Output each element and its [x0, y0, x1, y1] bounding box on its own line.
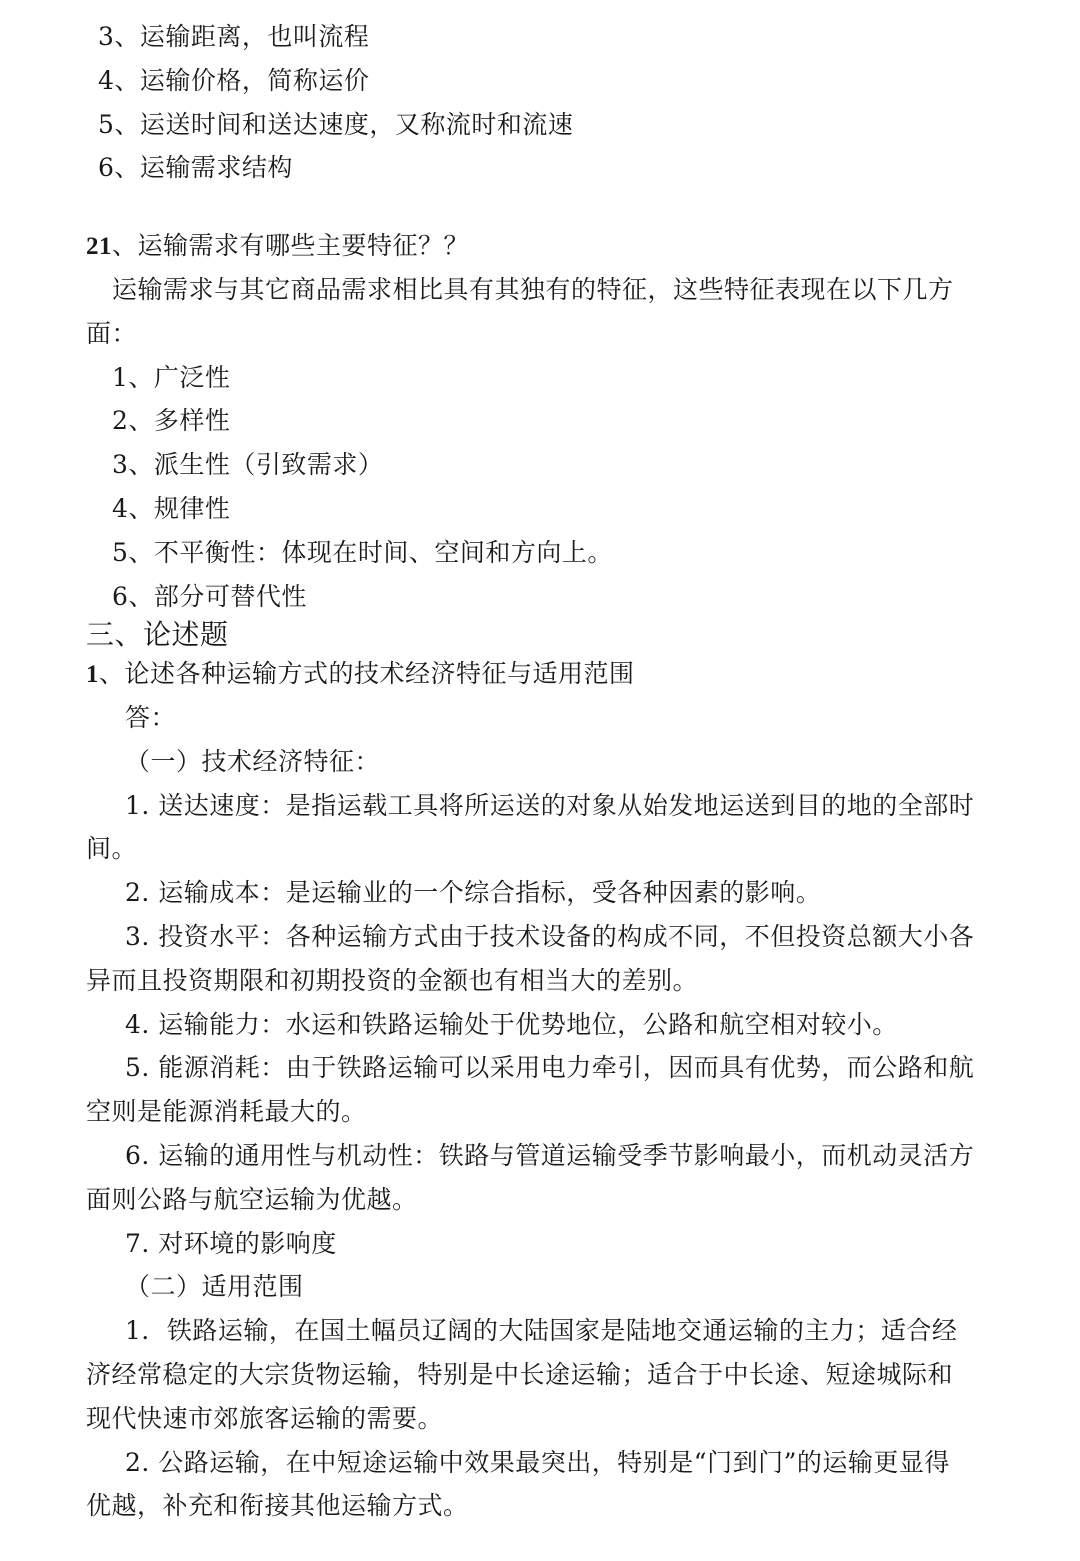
paragraph-line: 5. 能源消耗：由于铁路运输可以采用电力牵引，因而具有优势，而公路和航 — [125, 1053, 975, 1082]
question-21-title — [86, 231, 469, 262]
list-item: 3、运输距离，也叫流程 — [98, 22, 370, 51]
section-heading: 三、论述题 — [86, 618, 229, 651]
subsection-title: （二）适用范围 — [125, 1272, 304, 1301]
paragraph-line: 3. 投资水平：各种运输方式由于技术设备的构成不同，不但投资总额大小各 — [125, 922, 975, 951]
question-text: 、运输需求有哪些主要特征？？ — [112, 231, 470, 260]
paragraph-line: 4. 运输能力：水运和铁路运输处于优势地位，公路和航空相对较小。 — [125, 1010, 898, 1039]
question-number: 21 — [86, 233, 112, 260]
list-item: 1、广泛性 — [112, 363, 231, 392]
question-number: 1 — [86, 661, 99, 688]
list-item: 4、运输价格，简称运价 — [98, 66, 370, 95]
paragraph-line: 6. 运输的通用性与机动性：铁路与管道运输受季节影响最小，而机动灵活方 — [125, 1141, 975, 1170]
paragraph-line: 2. 公路运输，在中短途运输中效果最突出，特别是“门到门”的运输更显得 — [125, 1448, 950, 1477]
subsection-title: （一）技术经济特征： — [125, 747, 381, 776]
list-item: 3、派生性（引致需求） — [112, 450, 384, 479]
question-1-title — [86, 659, 635, 690]
paragraph-line: 面： — [86, 319, 138, 348]
list-item: 4、规律性 — [112, 494, 231, 523]
list-item: 2、多样性 — [112, 406, 231, 435]
answer-label: 答： — [125, 703, 177, 732]
paragraph-line: 7. 对环境的影响度 — [125, 1229, 337, 1258]
paragraph-line: 运输需求与其它商品需求相比具有其独有的特征，这些特征表现在以下几方 — [112, 275, 954, 304]
paragraph-line: 1. 送达速度：是指运载工具将所运送的对象从始发地运送到目的地的全部时 — [125, 791, 975, 820]
paragraph-line: 现代快速市郊旅客运输的需要。 — [86, 1404, 444, 1433]
list-item: 6、部分可替代性 — [112, 582, 307, 611]
list-item: 5、不平衡性：体现在时间、空间和方向上。 — [112, 538, 613, 567]
paragraph-line: 空则是能源消耗最大的。 — [86, 1097, 367, 1126]
paragraph-line: 异而且投资期限和初期投资的金额也有相当大的差别。 — [86, 966, 699, 995]
question-text: 、论述各种运输方式的技术经济特征与适用范围 — [99, 659, 635, 688]
paragraph-line: 面则公路与航空运输为优越。 — [86, 1185, 418, 1214]
list-item: 6、运输需求结构 — [98, 153, 293, 182]
paragraph-line: 1．铁路运输，在国土幅员辽阔的大陆国家是陆地交通运输的主力；适合经 — [125, 1316, 958, 1345]
paragraph-line: 优越，补充和衔接其他运输方式。 — [86, 1491, 469, 1520]
paragraph-line: 济经常稳定的大宗货物运输，特别是中长途运输；适合于中长途、短途城际和 — [86, 1360, 954, 1389]
paragraph-line: 2. 运输成本：是运输业的一个综合指标，受各种因素的影响。 — [125, 878, 822, 907]
list-item: 5、运送时间和送达速度，又称流时和流速 — [98, 110, 574, 139]
paragraph-line: 间。 — [86, 834, 138, 863]
